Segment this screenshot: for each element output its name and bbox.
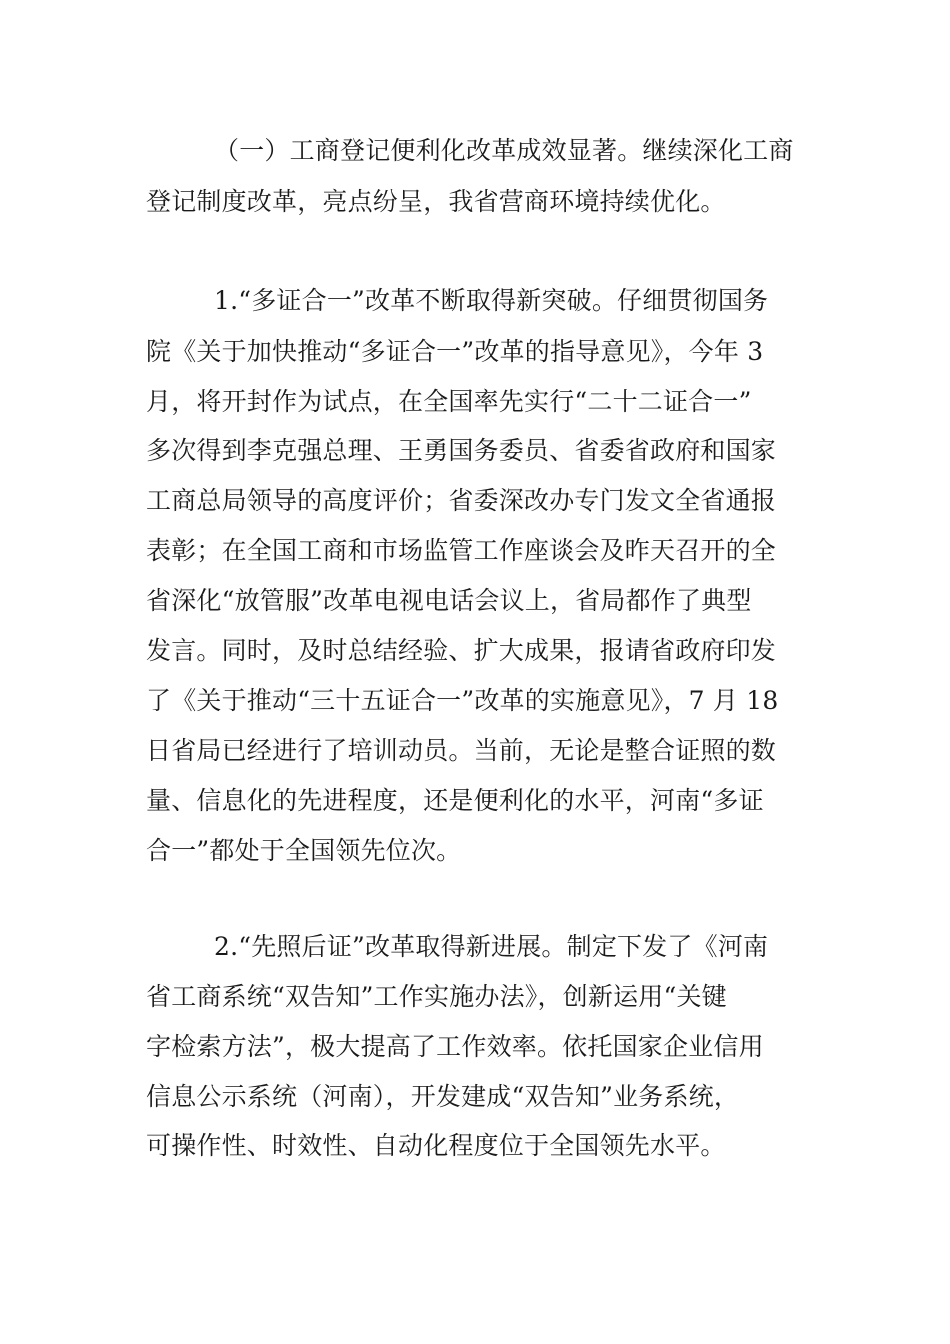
section-2-line-1: 1.“多证合一”改革不断取得新突破。仔细贯彻国务 (214, 286, 769, 315)
section-2-line-5: 工商总局领导的高度评价；省委深改办专门发文全省通报 (146, 486, 777, 515)
section-2-line-12: 合一”都处于全国领先位次。 (146, 836, 462, 865)
section-3-line-5: 可操作性、时效性、自动化程度位于全国领先水平。 (146, 1131, 726, 1160)
section-2-line-4: 多次得到李克强总理、王勇国务委员、省委省政府和国家 (146, 436, 777, 465)
section-3-line-3: 字检索方法”，极大提高了工作效率。依托国家企业信用 (146, 1032, 764, 1061)
section-2-line-7: 省深化“放管服”改革电视电话会议上，省局都作了典型 (146, 586, 752, 615)
section-2-line-11: 量、信息化的先进程度，还是便利化的水平，河南“多证 (146, 786, 764, 815)
section-1-line-1: （一）工商登记便利化改革成效显著。继续深化工商 (214, 136, 794, 165)
section-2-line-10: 日省局已经进行了培训动员。当前，无论是整合证照的数 (146, 736, 777, 765)
section-2-line-3: 月，将开封作为试点，在全国率先实行“二十二证合一” (146, 387, 752, 416)
section-1-line-2: 登记制度改革，亮点纷呈，我省营商环境持续优化。 (146, 187, 726, 216)
section-2-line-9: 了《关于推动“三十五证合一”改革的实施意见》，7 月 18 (146, 686, 779, 715)
section-2-line-6: 表彰；在全国工商和市场监管工作座谈会及昨天召开的全 (146, 536, 777, 565)
section-2-line-2: 院《关于加快推动“多证合一”改革的指导意见》，今年 3 (146, 337, 764, 366)
section-3-line-2: 省工商系统“双告知”工作实施办法》，创新运用“关键 (146, 982, 727, 1011)
section-2-line-8: 发言。同时，及时总结经验、扩大成果，报请省政府印发 (146, 636, 777, 665)
section-3-line-4: 信息公示系统（河南），开发建成“双告知”业务系统， (146, 1082, 740, 1111)
section-3-line-1: 2.“先照后证”改革取得新进展。制定下发了《河南 (214, 932, 769, 961)
